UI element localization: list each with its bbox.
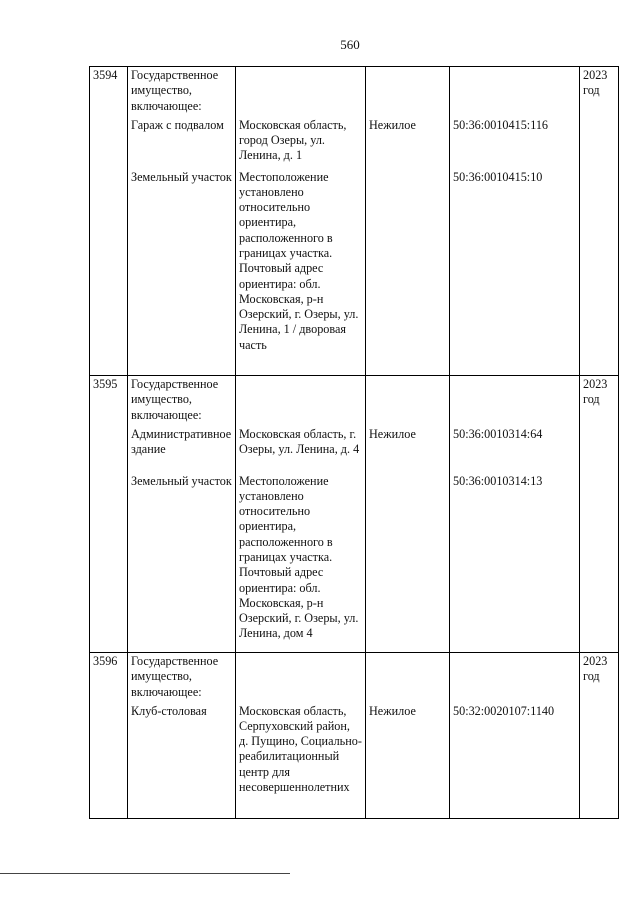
empty-cell bbox=[366, 376, 450, 426]
property-registry-table bbox=[89, 66, 619, 819]
item-name: Земельный участок bbox=[128, 473, 236, 653]
record-item-row bbox=[90, 703, 619, 819]
record-title: Государственное имущество, включающее: bbox=[128, 376, 236, 426]
record-number: 3594 bbox=[90, 67, 128, 117]
record-item-row bbox=[90, 169, 619, 376]
empty-cell bbox=[90, 473, 128, 653]
record-row-3596 bbox=[90, 653, 619, 703]
item-cadastral-number: 50:32:0020107:1140 bbox=[450, 703, 580, 819]
empty-cell bbox=[236, 376, 366, 426]
record-number: 3596 bbox=[90, 653, 128, 703]
item-type: Нежилое bbox=[366, 426, 450, 473]
item-type: Нежилое bbox=[366, 117, 450, 169]
item-type bbox=[366, 169, 450, 376]
record-title: Государственное имущество, включающее: bbox=[128, 67, 236, 117]
item-name: Административное здание bbox=[128, 426, 236, 473]
empty-cell bbox=[236, 67, 366, 117]
item-cadastral-number: 50:36:0010415:116 bbox=[450, 117, 580, 169]
empty-cell bbox=[450, 67, 580, 117]
empty-cell bbox=[90, 117, 128, 169]
item-cadastral-number: 50:36:0010314:64 bbox=[450, 426, 580, 473]
item-cadastral-number: 50:36:0010314:13 bbox=[450, 473, 580, 653]
empty-cell bbox=[450, 376, 580, 426]
record-year: 2023 год bbox=[580, 653, 619, 703]
empty-cell bbox=[580, 473, 619, 653]
empty-cell bbox=[580, 117, 619, 169]
empty-cell bbox=[236, 653, 366, 703]
record-number: 3595 bbox=[90, 376, 128, 426]
page-number: 560 bbox=[340, 37, 360, 52]
item-address: Местоположение установлено относительно ориентира, расположенного в границах участка. Почтовый адрес ориентира: обл. Московская, р-н Озерский, г. Озеры, ул. Ленина, дом 4 bbox=[236, 473, 366, 653]
empty-cell bbox=[90, 426, 128, 473]
item-cadastral-number: 50:36:0010415:10 bbox=[450, 169, 580, 376]
empty-cell bbox=[580, 169, 619, 376]
item-type: Нежилое bbox=[366, 703, 450, 819]
record-row-3594 bbox=[90, 67, 619, 117]
record-year: 2023 год bbox=[580, 67, 619, 117]
footnote-separator bbox=[0, 873, 290, 874]
empty-cell bbox=[90, 703, 128, 819]
empty-cell bbox=[366, 67, 450, 117]
record-row-3595 bbox=[90, 376, 619, 426]
empty-cell bbox=[90, 169, 128, 376]
item-address: Московская область, город Озеры, ул. Ленина, д. 1 bbox=[236, 117, 366, 169]
record-item-row bbox=[90, 473, 619, 653]
record-item-row bbox=[90, 426, 619, 473]
item-name: Земельный участок bbox=[128, 169, 236, 376]
empty-cell bbox=[580, 426, 619, 473]
record-title: Государственное имущество, включающее: bbox=[128, 653, 236, 703]
empty-cell bbox=[366, 653, 450, 703]
item-address: Московская область, г. Озеры, ул. Ленина, д. 4 bbox=[236, 426, 366, 473]
empty-cell bbox=[450, 653, 580, 703]
item-address: Местоположение установлено относительно ориентира, расположенного в границах участка. Почтовый адрес ориентира: обл. Московская, р-н Озерский, г. Озеры, ул. Ленина, 1 / дворовая часть bbox=[236, 169, 366, 376]
item-name: Гараж с подвалом bbox=[128, 117, 236, 169]
empty-cell bbox=[580, 703, 619, 819]
item-name: Клуб-столовая bbox=[128, 703, 236, 819]
item-type bbox=[366, 473, 450, 653]
record-year: 2023 год bbox=[580, 376, 619, 426]
record-item-row bbox=[90, 117, 619, 169]
item-address: Московская область, Серпуховский район, д. Пущино, Социально-реабилитационный центр для несовершеннолетних bbox=[236, 703, 366, 819]
